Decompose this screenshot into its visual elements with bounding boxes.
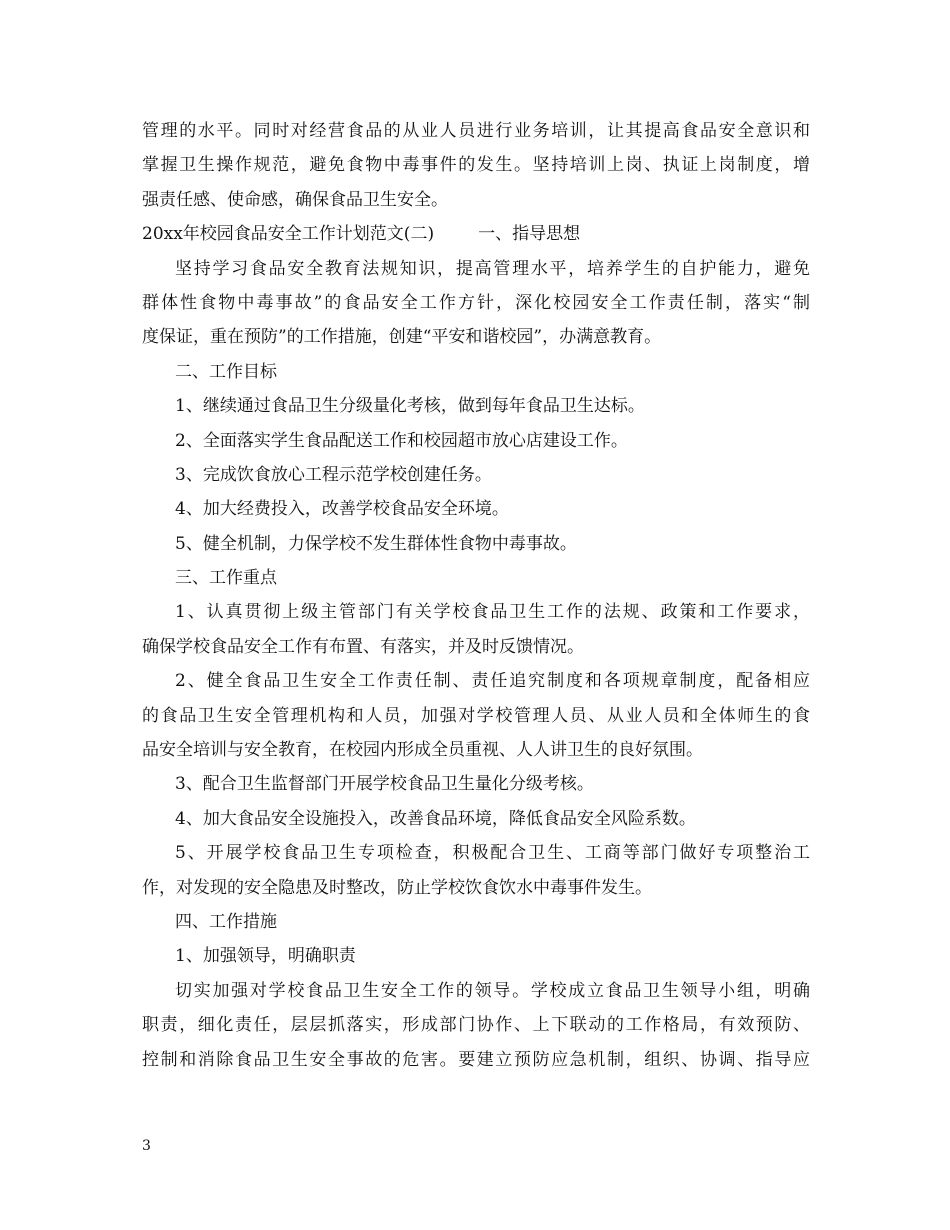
body-text-line: 5、健全机制，力保学校不发生群体性食物中毒事故。 — [175, 533, 577, 554]
document-body — [142, 114, 810, 1077]
body-text-line: 1、继续通过食品卫生分级量化考核，做到每年食品卫生达标。 — [175, 396, 645, 417]
body-text-line: 确保学校食品安全工作有布置、有落实，并及时反馈情况。 — [142, 636, 584, 657]
body-text-line: 5、开展学校食品卫生专项检查，积极配合卫生、工商等部门做好专项整治工 — [175, 843, 810, 864]
body-text-line: 作，对发现的安全隐患及时整改，防止学校饮食饮水中毒事件发生。 — [142, 877, 652, 898]
body-text-line: 坚持学习食品安全教育法规知识，提高管理水平，培养学生的自护能力，避免 — [175, 258, 810, 279]
body-text-line: 4、加大食品安全设施投入，改善食品环境，降低食品安全风险系数。 — [175, 808, 696, 829]
page-number: 3 — [142, 1138, 151, 1154]
body-text-line: 3、完成饮食放心工程示范学校创建任务。 — [175, 464, 492, 485]
body-text-line: 1、认真贯彻上级主管部门有关学校食品卫生工作的法规、政策和工作要求， — [175, 602, 810, 623]
section-title-line — [142, 217, 810, 251]
body-text-line: 群体性食物中毒事故”的食品安全工作方针，深化校园安全工作责任制，落实“制 — [142, 292, 810, 313]
body-text-line: 2、全面落实学生食品配送工作和校园超市放心店建设工作。 — [175, 430, 628, 451]
body-text-line: 掌握卫生操作规范，避免食物中毒事件的发生。坚持培训上岗、执证上岗制度，增 — [142, 155, 810, 176]
body-text-line: 职责，细化责任，层层抓落实，形成部门协作、上下联动的工作格局，有效预防、 — [142, 1015, 810, 1036]
body-text-line: 二、工作目标 — [175, 361, 277, 382]
body-text-line: 4、加大经费投入，改善学校食品安全环境。 — [175, 499, 509, 520]
body-text-line: 三、工作重点 — [175, 568, 277, 589]
body-text-line: 强责任感、使命感，确保食品卫生安全。 — [142, 189, 448, 210]
body-text-line: 1、加强领导，明确职责 — [175, 946, 356, 967]
body-text-line: 3、配合卫生监督部门开展学校食品卫生量化分级考核。 — [175, 774, 594, 795]
body-text-line: 度保证，重在预防”的工作措施，创建“平安和谐校园”，办满意教育。 — [142, 327, 662, 348]
body-text-line: 品安全培训与安全教育，在校园内形成全员重视、人人讲卫生的良好氛围。 — [142, 740, 703, 761]
document-title: 20xx年校园食品安全工作计划范文(二) — [142, 224, 435, 245]
body-text-line: 2、健全食品卫生安全工作责任制、责任追究制度和各项规章制度，配备相应 — [175, 671, 810, 692]
body-text-line: 切实加强对学校食品卫生安全工作的领导。学校成立食品卫生领导小组，明确 — [175, 980, 810, 1001]
body-text-line: 管理的水平。同时对经营食品的从业人员进行业务培训，让其提高食品安全意识和 — [142, 121, 810, 141]
body-text-line: 控制和消除食品卫生安全事故的危害。要建立预防应急机制，组织、协调、指导应 — [142, 1049, 810, 1070]
section-heading: 一、指导思想 — [478, 224, 581, 245]
body-text-line: 的食品卫生安全管理机构和人员，加强对学校管理人员、从业人员和全体师生的食 — [142, 705, 810, 726]
body-text-line: 四、工作措施 — [175, 911, 277, 932]
